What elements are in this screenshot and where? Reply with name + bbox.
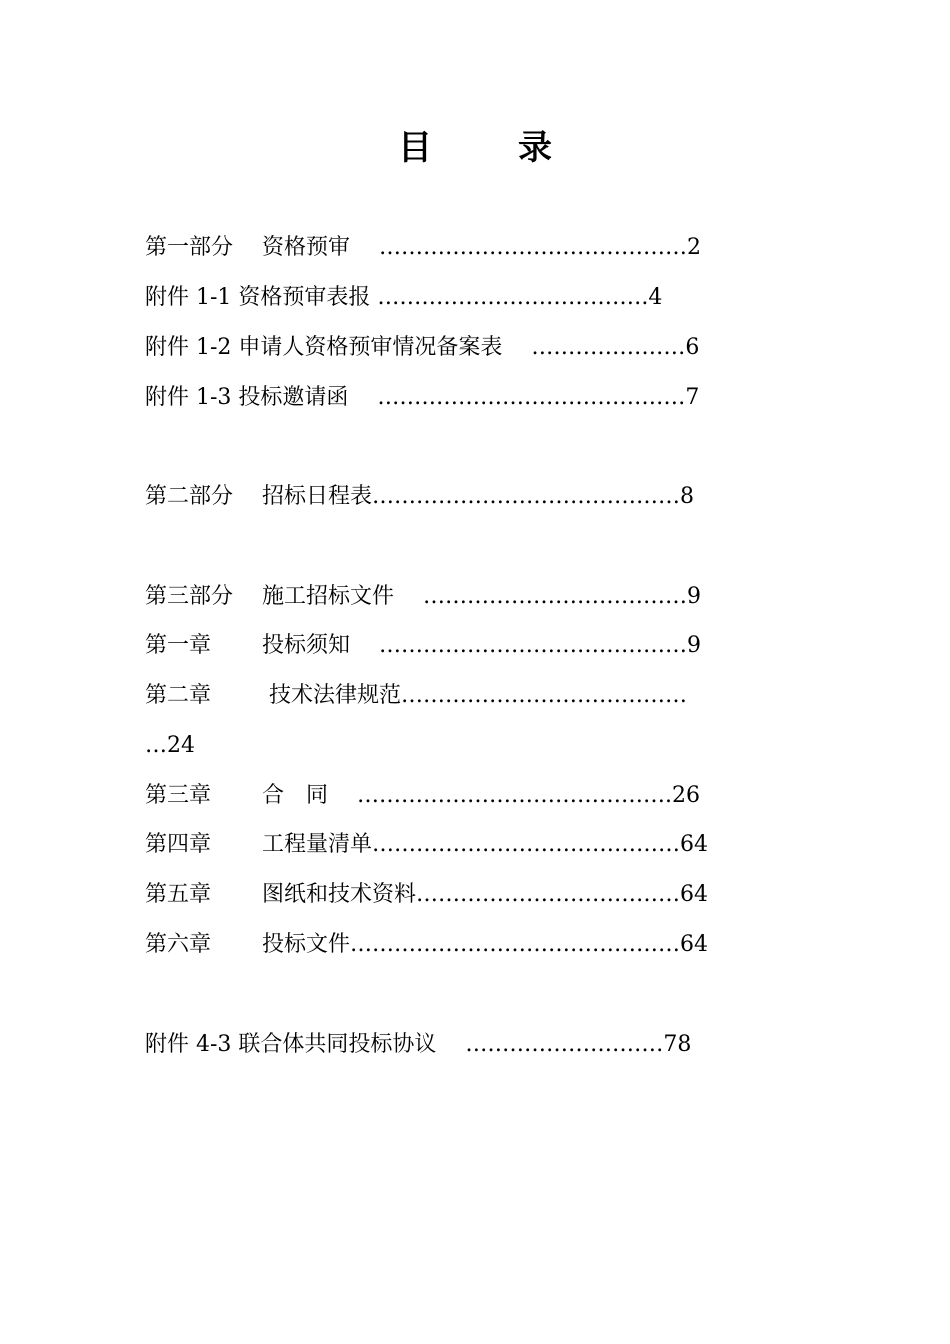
toc-entry-part2[interactable]: 第二部分 招标日程表……………………………………8 (145, 484, 694, 509)
toc-entry-chapter4[interactable]: 第四章 工程量清单……………………………………64 (145, 832, 708, 857)
toc-entry-part3[interactable]: 第三部分 施工招标文件 ………………………………9 (145, 584, 701, 609)
toc-title: 目 录 (398, 128, 578, 168)
toc-entry-chapter2[interactable]: 第二章 技术法律规范………………………………… (145, 683, 687, 708)
toc-entry-chapter2-page[interactable]: …24 (145, 733, 195, 758)
toc-entry-attachment-1-1[interactable]: 附件 1-1 资格预审表报 ……………………………….4 (145, 285, 663, 310)
toc-entry-part1[interactable]: 第一部分 资格预审 ……………………………………2 (145, 235, 701, 260)
toc-entry-chapter5[interactable]: 第五章 图纸和技术资料………………………………64 (145, 882, 708, 907)
toc-entry-chapter6[interactable]: 第六章 投标文件………………………………………64 (145, 932, 708, 957)
toc-entry-chapter1[interactable]: 第一章 投标须知 ……………………………………9 (145, 633, 701, 658)
toc-entry-chapter3[interactable]: 第三章 合 同 …………………………………….26 (145, 783, 700, 808)
toc-entry-attachment-4-3[interactable]: 附件 4-3 联合体共同投标协议 ………………………78 (145, 1032, 692, 1057)
toc-entry-attachment-1-2[interactable]: 附件 1-2 申请人资格预审情况备案表 …………………6 (145, 335, 700, 360)
toc-entry-attachment-1-3[interactable]: 附件 1-3 投标邀请函 ……………………………………7 (145, 385, 700, 410)
